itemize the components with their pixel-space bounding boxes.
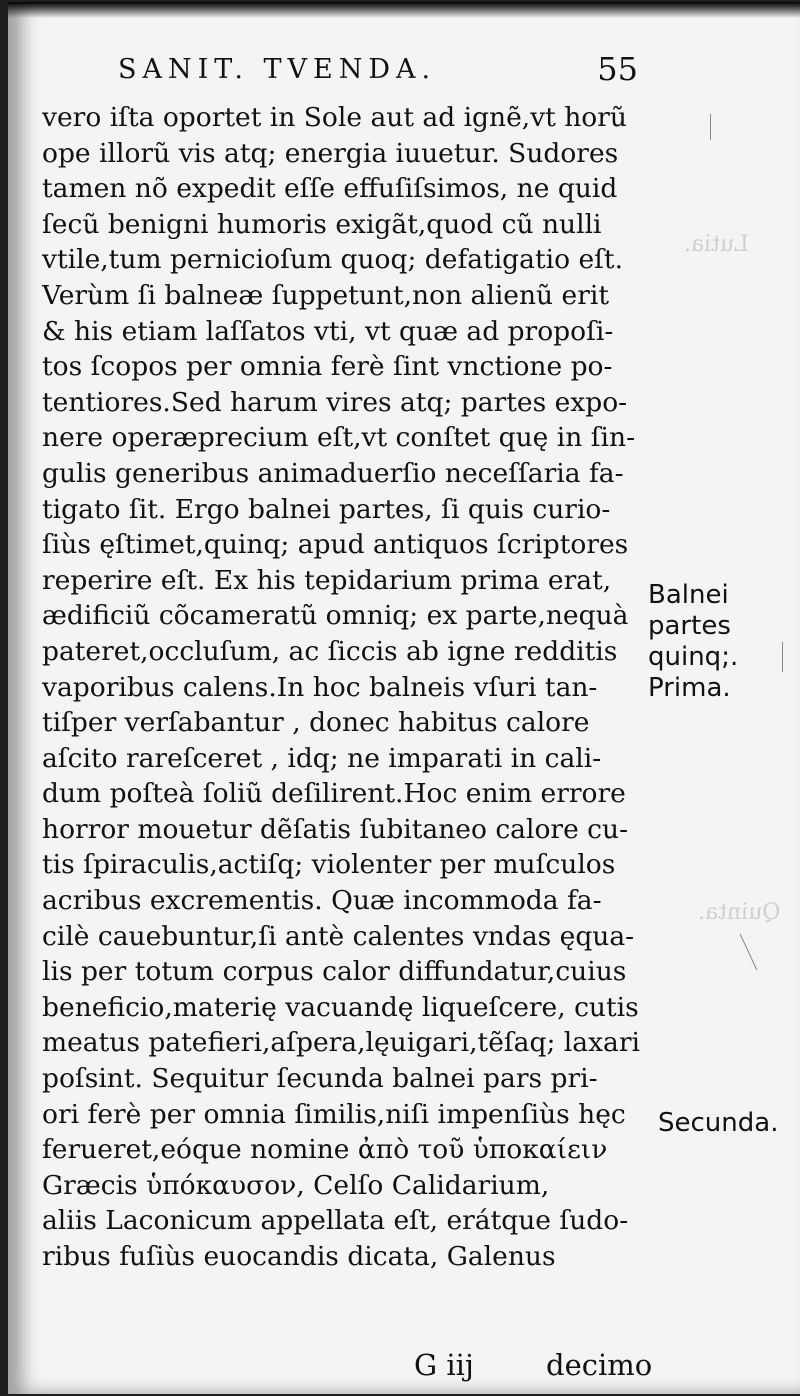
text-line: horror mouetur dẽſatis ſubitaneo calore cu- xyxy=(42,813,629,845)
marginal-note-line: Balnei xyxy=(648,580,729,610)
main-text-block xyxy=(42,100,650,1275)
text-line: vero iſta oportet in Sole aut ad ignẽ,vt horũ xyxy=(42,102,627,133)
bleed-through-text: Lutia. xyxy=(684,232,749,257)
marginal-note-line: Secunda. xyxy=(658,1108,779,1138)
text-line: cilè cauebuntur,ſi antè calentes vndas ęqua- xyxy=(42,920,635,952)
text-line: ope illorũ vis atq; energia iuuetur. Sudores xyxy=(42,137,619,169)
text-line: ori ferè per omnia ſimilis,niſi impenſiùs hęc xyxy=(42,1098,626,1130)
text-line: reperire eſt. Ex his tepidarium prima erat, xyxy=(42,564,612,596)
text-line: tigato ſit. Ergo balnei partes, ſi quis curio- xyxy=(42,493,611,525)
page-edge-shadow xyxy=(8,2,800,18)
text-line: tamen nõ expedit eſſe effuſiſsimos, ne quid xyxy=(42,173,618,205)
marginal-note-secunda xyxy=(658,1108,778,1139)
running-title: SANIT. TVENDA. xyxy=(118,54,437,85)
text-line: poſsint. Sequitur ſecunda balnei pars pri- xyxy=(42,1063,598,1095)
text-line: aſcito rareſceret , idq; ne imparati in cali- xyxy=(42,742,602,774)
marginal-note-balnei-partes xyxy=(648,580,738,704)
paper-mark xyxy=(740,934,758,971)
page-number: 55 xyxy=(597,50,638,88)
signature-mark: G iij xyxy=(414,1348,474,1382)
book-page xyxy=(8,2,800,1394)
text-line: meatus patefieri,aſpera,lęuigari,tẽſaq; laxari xyxy=(42,1027,640,1059)
text-line: ſiùs ęſtimet,quinq; apud antiquos ſcriptores xyxy=(42,529,629,561)
text-line: Verùm ſi balneæ ſuppetunt,non alienũ erit xyxy=(42,279,610,311)
marginal-note-line: quinq;. xyxy=(648,642,739,672)
text-line: beneficio,materię vacuandę liqueſcere, cutis xyxy=(42,991,639,1023)
page-header xyxy=(118,50,638,94)
marginal-note-line: Prima. xyxy=(648,673,731,703)
text-line: & his etiam laſſatos vti, vt quæ ad propoſi- xyxy=(42,315,614,347)
text-line: pateret,occluſum, ac ſiccis ab igne redditis xyxy=(42,635,618,667)
text-line: tis ſpiraculis,actiſq; violenter per muſculos xyxy=(42,849,616,881)
text-line: Græcis ὑπόκαυσον, Celſo Calidarium, xyxy=(42,1169,550,1201)
text-line: acribus excrementis. Quæ incommoda fa- xyxy=(42,885,602,917)
text-line: tiſper verſabantur , donec habitus calore xyxy=(42,707,590,739)
text-line: ſecũ benigni humoris exigãt,quod cũ nulli xyxy=(42,208,602,240)
text-line: tentiores.Sed harum vires atq; partes expo- xyxy=(42,386,628,418)
text-line: ferueret,eóque nomine ἀπὸ τοῦ ὑποκαίειν xyxy=(42,1134,608,1166)
catchword: decimo xyxy=(546,1348,653,1382)
paper-mark xyxy=(782,642,783,672)
text-line: tos ſcopos per omnia ferè ſint vnctione po- xyxy=(42,351,613,383)
paper-mark xyxy=(710,114,711,140)
marginal-note-line: partes xyxy=(648,611,731,641)
text-line: lis per totum corpus calor diffundatur,cuius xyxy=(42,956,627,988)
text-line: aliis Laconicum appellata eſt, erátque ſudo- xyxy=(42,1205,629,1237)
text-line: vtile,tum pernicioſum quoq; defatigatio eſt. xyxy=(42,244,624,276)
text-line: nere operæprecium eſt,vt conſtet quę in ſin- xyxy=(42,422,636,454)
text-line: ribus fuſiùs euocandis dicata, Galenus xyxy=(42,1241,556,1272)
text-line: dum poſteà ſoliũ deſilirent.Hoc enim errore xyxy=(42,778,626,810)
text-line: ædificiũ cõcameratũ omniq; ex parte,nequà xyxy=(42,600,629,632)
text-line: gulis generibus animaduerſio neceſſaria fa- xyxy=(42,457,624,489)
text-line: vaporibus calens.In hoc balneis vſuri tan- xyxy=(42,671,598,703)
bleed-through-text: Quinta. xyxy=(698,900,781,925)
